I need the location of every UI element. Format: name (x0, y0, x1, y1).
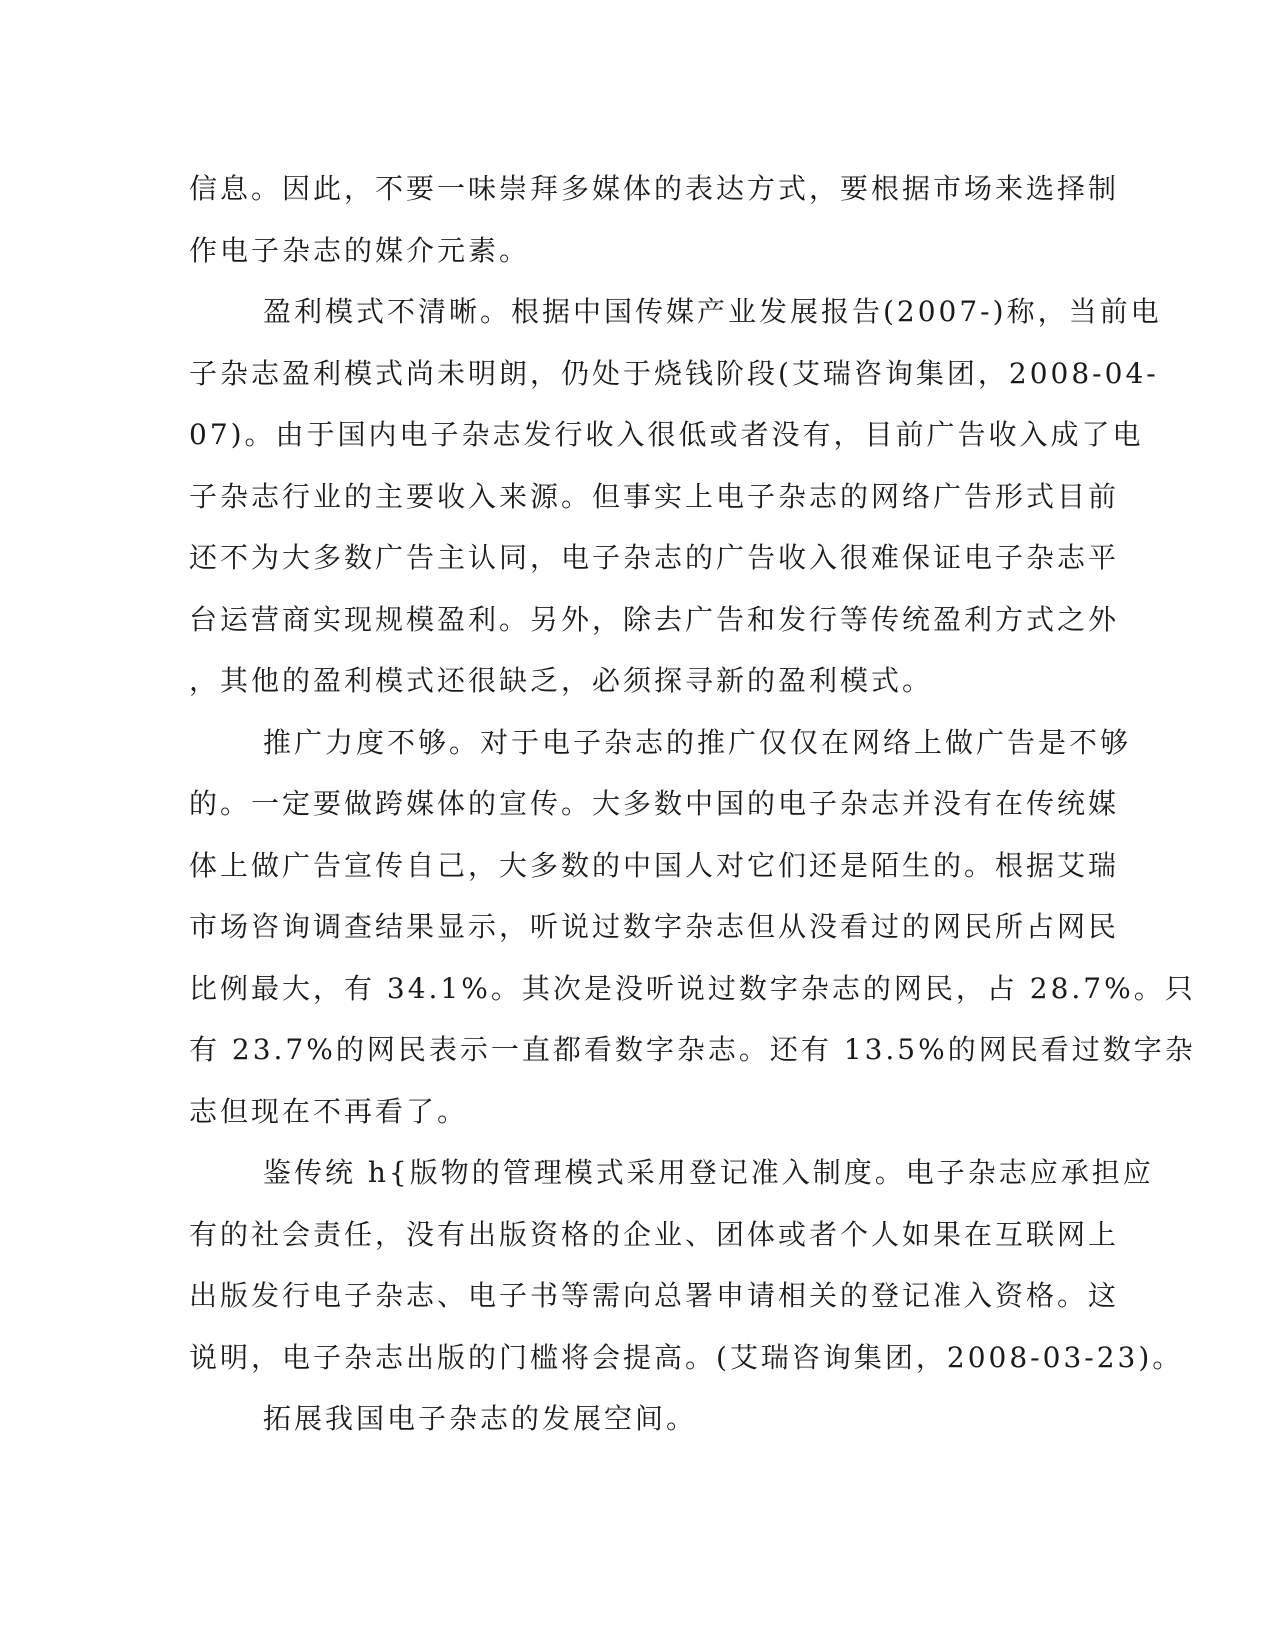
paragraph-start-line: 鉴传统 h{版物的管理模式采用登记准入制度。电子杂志应承担应 (263, 1156, 1154, 1189)
paragraph-start-line: 盈利模式不清晰。根据中国传媒产业发展报告(2007-)称，当前电 (263, 295, 1162, 328)
text-line: 子杂志盈利模式尚未明朗，仍处于烧钱阶段(艾瑞咨询集团，2008-04- (189, 356, 1159, 390)
text-line: 作电子杂志的媒介元素。 (189, 233, 531, 267)
text-line: 台运营商实现规模盈利。另外，除去广告和发行等传统盈利方式之外 (189, 602, 1120, 636)
text-line: 说明，电子杂志出版的门槛将会提高。(艾瑞咨询集团，2008-03-23)。 (189, 1340, 1184, 1374)
body-text (189, 158, 1196, 1450)
text-line: 有 23.7%的网民表示一直都看数字杂志。还有 13.5%的网民看过数字杂 (189, 1033, 1196, 1066)
paragraph-start-line: 拓展我国电子杂志的发展空间。 (263, 1402, 698, 1435)
text-line: 市场咨询调查结果显示，听说过数字杂志但从没看过的网民所占网民 (189, 910, 1120, 943)
text-line: 子杂志行业的主要收入来源。但事实上电子杂志的网络广告形式目前 (189, 479, 1120, 513)
text-line: ，其他的盈利模式还很缺乏，必须探寻新的盈利模式。 (189, 664, 934, 697)
text-line: 体上做广告宣传自己，大多数的中国人对它们还是陌生的。根据艾瑞 (189, 848, 1120, 882)
text-line: 还不为大多数广告主认同，电子杂志的广告收入很难保证电子杂志平 (189, 541, 1120, 574)
text-line: 的。一定要做跨媒体的宣传。大多数中国的电子杂志并没有在传统媒 (189, 787, 1120, 820)
text-line: 信息。因此，不要一味崇拜多媒体的表达方式，要根据市场来选择制 (189, 172, 1120, 205)
text-line: 比例最大，有 34.1%。其次是没听说过数字杂志的网民，占 28.7%。只 (189, 971, 1196, 1005)
paragraph-start-line: 推广力度不够。对于电子杂志的推广仅仅在网络上做广告是不够 (263, 725, 1132, 759)
text-line: 出版发行电子杂志、电子书等需向总署申请相关的登记准入资格。这 (189, 1279, 1120, 1312)
text-line: 07)。由于国内电子杂志发行收入很低或者没有，目前广告收入成了电 (189, 418, 1144, 451)
text-line: 有的社会责任，没有出版资格的企业、团体或者个人如果在互联网上 (189, 1217, 1120, 1251)
text-line: 志但现在不再看了。 (189, 1094, 469, 1128)
